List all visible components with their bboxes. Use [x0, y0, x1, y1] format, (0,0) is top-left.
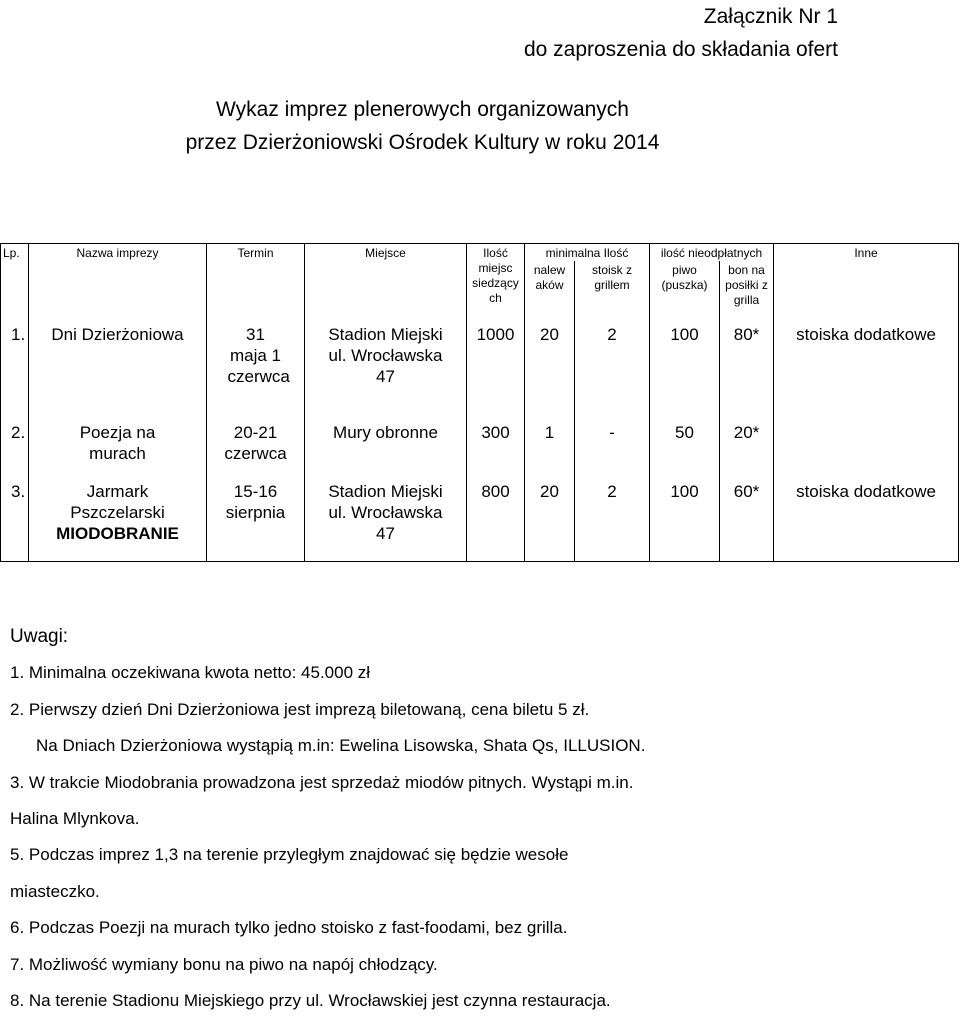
notes-section [10, 619, 950, 1019]
event-date: 15-16 sierpnia [225, 482, 286, 522]
cell-beverages: 20 [525, 475, 575, 562]
cell-date [207, 416, 305, 475]
cell-place [305, 314, 467, 416]
event-place: Stadion Miejski ul. Wrocławska 47 [328, 482, 443, 543]
header-meal-voucher: bon na posiłki z grilla [720, 261, 774, 314]
note-line: 1. Minimalna oczekiwana kwota netto: 45.000 zł [10, 663, 371, 683]
cell-name [29, 475, 207, 562]
cell-grill: 2 [575, 314, 650, 416]
header-other: Inne [774, 244, 959, 315]
note-line: miasteczko. [10, 881, 100, 901]
event-name: Poezja na murach [79, 423, 156, 463]
header-min-group: minimalna Ilość [525, 244, 650, 262]
events-table [0, 243, 959, 562]
cell-meal: 80* [720, 314, 774, 416]
cell-grill: 2 [575, 475, 650, 562]
cell-beer: 50 [650, 416, 720, 475]
cell-beverages: 20 [525, 314, 575, 416]
header-beverages: nalew aków [525, 261, 575, 314]
header-grill-stands: stoisk z grillem [575, 261, 650, 314]
header-lp: Lp. [1, 244, 29, 315]
cell-seats: 800 [467, 475, 525, 562]
note-line: Na Dniach Dzierżoniowa wystąpią m.in: Ewelina Lisowska, Shata Qs, ILLUSION. [36, 736, 646, 756]
note-line: 2. Pierwszy dzień Dni Dzierżoniowa jest imprezą biletowaną, cena biletu 5 zł. [10, 699, 590, 719]
cell-beer: 100 [650, 475, 720, 562]
cell-other: stoiska dodatkowe [774, 475, 959, 562]
cell-grill: - [575, 416, 650, 475]
title-line-1: Wykaz imprez plenerowych organizowanych [216, 98, 629, 121]
cell-name [29, 416, 207, 475]
note-line: 8. Na terenie Stadionu Miejskiego przy ul. Wrocławskiej jest czynna restauracja. [10, 991, 611, 1011]
event-date: 20-21 czerwca [224, 423, 287, 463]
cell-other [774, 416, 959, 475]
notes-label: Uwagi: [10, 626, 69, 647]
cell-place [305, 475, 467, 562]
document-header [524, 0, 838, 66]
table-row [1, 314, 959, 416]
document-title [0, 93, 845, 159]
cell-meal: 20* [720, 416, 774, 475]
cell-beer: 100 [650, 314, 720, 416]
cell-lp: 2. [1, 416, 29, 475]
header-beer: piwo (puszka) [650, 261, 720, 314]
cell-meal: 60* [720, 475, 774, 562]
cell-seats: 300 [467, 416, 525, 475]
note-line: 7. Możliwość wymiany bonu na piwo na napój chłodzący. [10, 954, 438, 974]
header-name: Nazwa imprezy [29, 244, 207, 315]
header-free-group: ilość nieodpłatnych [650, 244, 774, 262]
event-name-bold: MIODOBRANIE [56, 524, 179, 543]
cell-place: Mury obronne [305, 416, 467, 475]
table-row [1, 416, 959, 475]
cell-name [29, 314, 207, 416]
attachment-number: Załącznik Nr 1 [703, 5, 838, 28]
note-line: 3. W trakcie Miodobrania prowadzona jest sprzedaż miodów pitnych. Wystąpi m.in. [10, 772, 634, 792]
header-date: Termin [207, 244, 305, 315]
header-seats: Ilość miejsc siedzący ch [467, 244, 525, 315]
event-place: Stadion Miejski ul. Wrocławska 47 [328, 325, 443, 386]
note-line: 5. Podczas imprez 1,3 na terenie przyległym znajdować się będzie wesołe [10, 845, 569, 865]
title-line-2: przez Dzierżoniowski Ośrodek Kultury w roku 2014 [185, 131, 660, 154]
cell-other: stoiska dodatkowe [774, 314, 959, 416]
note-line: Halina Mlynkova. [10, 809, 140, 829]
cell-date [207, 314, 305, 416]
attachment-subtitle: do zaproszenia do składania ofert [523, 38, 838, 61]
event-name: Jarmark Pszczelarski [70, 482, 165, 522]
table-row [1, 475, 959, 562]
header-place: Miejsce [305, 244, 467, 315]
note-line: 6. Podczas Poezji na murach tylko jedno stoisko z fast-foodami, bez grilla. [10, 918, 568, 938]
cell-lp: 1. [1, 314, 29, 416]
cell-date [207, 475, 305, 562]
event-name: Dni Dzierżoniowa [51, 325, 184, 344]
cell-seats: 1000 [467, 314, 525, 416]
cell-beverages: 1 [525, 416, 575, 475]
event-date: 31 maja 1 czerwca [227, 325, 290, 386]
cell-lp: 3. [1, 475, 29, 562]
